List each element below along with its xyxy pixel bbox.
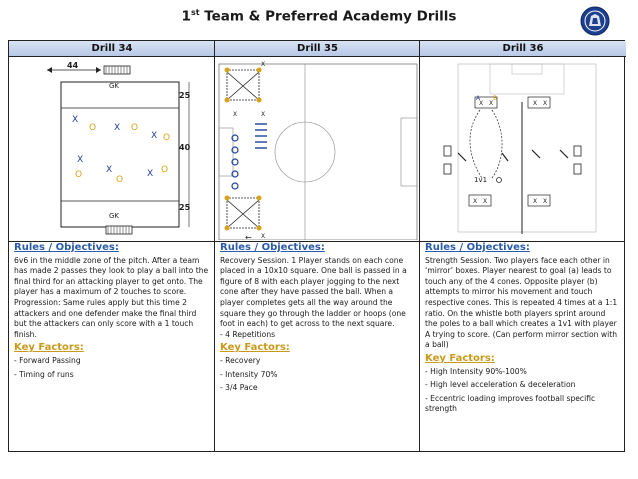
rules-text: 6v6 in the middle zone of the pitch. After a team has made 2 passes they look to play a ball into the final third for an attacking player to get onto. The player has a maximum of 2 touches to score. Progression: Same rules apply but this time 2 attackers and one defender make the final third but the attackers can only score with a 1 touch finish. — [14, 255, 209, 339]
drill-35-header: Drill 35 — [215, 41, 420, 57]
player-x-marker: X — [489, 100, 494, 107]
key-factor-item: - Timing of runs — [14, 369, 74, 379]
rules-title: Rules / Objectives: — [425, 242, 530, 253]
zone-label: 40 — [179, 143, 191, 152]
player-o-marker: O — [161, 165, 169, 175]
player-o-marker: O — [116, 175, 124, 185]
player-x-marker: X — [261, 111, 266, 118]
player-o-marker: O — [163, 133, 171, 143]
width-label: 44 — [67, 61, 79, 70]
rules-text: Recovery Session. 1 Player stands on each cone placed in a 10x10 square. One ball is passed in a figure of 8 with each player jogging to the next cone after they have passed the ball. When a player completes gets all the way around the square they go through the ladder or hoops (one foot in each) to get across to the next square. - 4 Repetitions — [220, 255, 407, 339]
key-factor-item: - Recovery — [220, 355, 261, 365]
direction-arrow: ← — [245, 233, 252, 240]
drill-36-diagram — [420, 58, 626, 240]
player-x-marker: X — [147, 169, 154, 179]
key-factor-item: - Intensity 70% — [220, 369, 278, 379]
key-factor-item: - High Intensity 90%-100% — [425, 366, 527, 376]
key-factors-title: Key Factors: — [14, 342, 84, 354]
gk-bottom-label: GK — [109, 212, 120, 220]
player-x-marker: X — [151, 131, 158, 141]
key-factors-title: Key Factors: — [425, 352, 495, 364]
zone-label: 25 — [179, 91, 191, 100]
rules-text: Strength Session. Two players face each other in ‘mirror’ boxes. Player nearest to goal (a) leads to touch any of the 4 cones. Opposite player (b) attempts to mirror his movement and touch respective cones. This is repeated 4 times at a 1:1 ratio. On the whistle both players sprint around the poles to a ball which creates a 1v1 with player A trying to score. (Can perform mirror section with a ball) — [425, 255, 618, 350]
player-o-marker: O — [75, 170, 83, 180]
drill-36-header: Drill 36 — [420, 41, 626, 57]
player-x-marker: X — [77, 155, 84, 165]
player-x-marker: X — [543, 100, 548, 107]
player-x-marker: X — [533, 198, 538, 205]
club-crest-icon — [578, 6, 612, 36]
drill-35-diagram — [215, 58, 419, 240]
rules-title: Rules / Objectives: — [14, 242, 119, 253]
key-factor-item: - High level acceleration & deceleration — [425, 380, 576, 390]
rules-title: Rules / Objectives: — [220, 242, 325, 253]
player-x-marker: X — [479, 100, 484, 107]
player-a-label: A — [476, 95, 481, 102]
player-x-marker: X — [72, 115, 79, 125]
player-b-label: B — [493, 95, 498, 102]
drill-34-text — [14, 243, 210, 383]
drill-34-header: Drill 34 — [9, 41, 215, 57]
drill-35-text — [220, 243, 415, 397]
key-factor-item: - 3/4 Pace — [220, 383, 258, 393]
key-factor-item: - Forward Passing — [14, 355, 81, 365]
zone-label: 25 — [179, 203, 191, 212]
gk-top-label: GK — [109, 82, 120, 90]
player-x-marker: X — [106, 165, 113, 175]
drills-table — [8, 40, 625, 452]
player-x-marker: X — [233, 111, 238, 118]
key-factors-title: Key Factors: — [220, 342, 290, 354]
page-title: 1st Team & Preferred Academy Drills — [181, 8, 457, 25]
player-o-marker: O — [89, 123, 97, 133]
key-factor-item: - Eccentric loading improves football specific strength — [425, 393, 596, 414]
drill-36-text — [425, 243, 620, 418]
one-v-one-label: 1v1 — [474, 176, 488, 184]
player-x-marker: X — [473, 198, 478, 205]
player-x-marker: X — [533, 100, 538, 107]
player-x-marker: X — [114, 123, 121, 133]
player-o-marker: O — [131, 123, 139, 133]
player-x-marker: X — [261, 61, 266, 68]
drill-34-diagram — [9, 58, 214, 240]
player-x-marker: X — [483, 198, 488, 205]
player-x-marker: X — [261, 233, 266, 240]
player-x-marker: X — [543, 198, 548, 205]
